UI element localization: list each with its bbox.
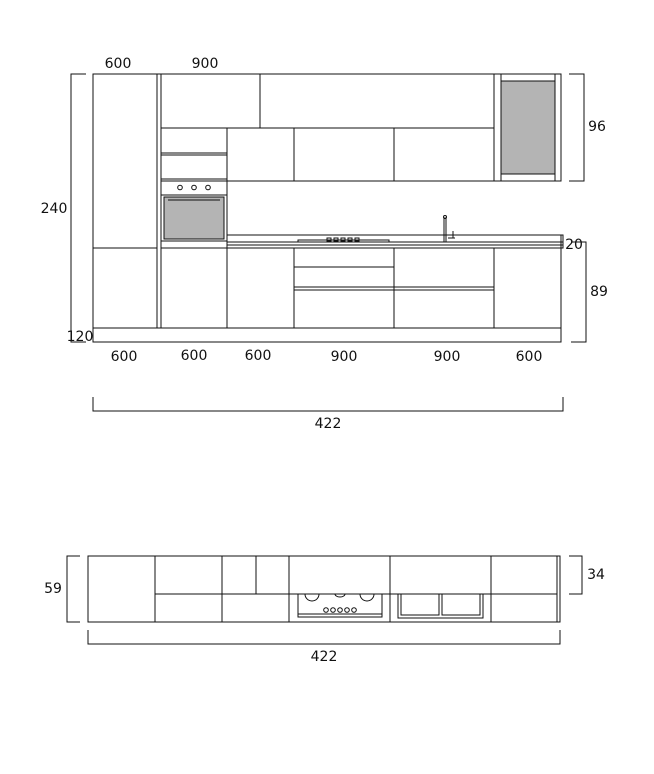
base-cabinet-sink: [394, 248, 494, 328]
dim-bottom-width-5: 900: [433, 349, 461, 365]
tall-cabinet-left: [93, 74, 157, 328]
dim-bottom-width-3: 600: [244, 348, 272, 364]
dim-upper-height: 96: [588, 119, 606, 135]
wall-cabinet-row2-5: [394, 128, 494, 181]
dim-plinth: 120: [66, 329, 94, 345]
wall-cabinet-row2-2: [161, 155, 227, 179]
faucet-icon: [444, 216, 456, 243]
oven-window: [164, 197, 224, 239]
dim-worktop-thickness: 20: [565, 237, 583, 253]
dim-plan-depth: 59: [44, 581, 62, 597]
tall-cabinet-oven: [157, 74, 161, 328]
dim-bottom-width-2: 600: [180, 348, 208, 364]
wall-cabinet-top-2: [260, 74, 494, 128]
wall-cabinet-top-1: [161, 74, 260, 128]
front-elevation: [93, 74, 563, 342]
sink-plan-icon: [398, 594, 483, 618]
base-cabinet-hob-drawers: [294, 248, 394, 328]
dim-bottom-width-4: 900: [330, 349, 358, 365]
fridge-window: [501, 81, 555, 174]
dim-base-height: 89: [590, 284, 608, 300]
dim-top-width-1: 600: [104, 56, 132, 72]
base-cabinet-6: [494, 248, 561, 328]
wall-cabinet-row2-4: [294, 128, 394, 181]
wall-cabinet-row2-3: [227, 128, 294, 181]
plan-view: [88, 556, 560, 622]
dim-top-width-2: 900: [191, 56, 219, 72]
dim-bottom-width-1: 600: [110, 349, 138, 365]
hob-plan-icon: [298, 594, 382, 617]
dim-plan-upper-depth: 34: [587, 567, 605, 583]
oven-control-panel: [161, 181, 227, 195]
plinth: [93, 328, 561, 342]
dim-total-height: 240: [40, 201, 68, 217]
dim-plan-total-width: 422: [310, 649, 338, 665]
dim-total-width: 422: [314, 416, 342, 432]
base-cabinet-1: [227, 248, 294, 328]
dim-bottom-width-6: 600: [515, 349, 543, 365]
wall-cabinet-row2-1: [161, 128, 227, 153]
